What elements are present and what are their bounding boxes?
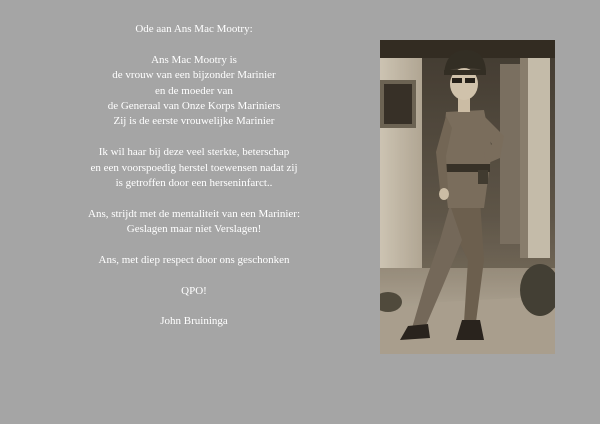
spacer (80, 37, 308, 52)
poem-line: de vrouw van een bijzonder Marinier (112, 69, 276, 82)
poem-line: en een voorspoedig herstel toewensen nadat zij (90, 161, 298, 174)
poem-line: Ans Mac Mootry is (151, 53, 237, 66)
poem-line: is getroffen door een herseninfarct.. (115, 176, 273, 189)
poem-line: Ans, met diep respect door ons geschonken (98, 253, 290, 266)
poem-title: Ode aan Ans Mac Mootry: (135, 23, 253, 35)
sepia-photo-illustration (380, 40, 555, 354)
spacer (80, 268, 308, 283)
poem-text (80, 22, 308, 330)
spacer (80, 130, 308, 145)
spacer (80, 237, 308, 252)
spacer (80, 299, 308, 314)
marine-portrait-photo (380, 40, 555, 354)
poem-line: Zij is de eerste vrouwelijke Marinier (113, 115, 275, 128)
poem-line: Ik wil haar bij deze veel sterkte, beterschap (98, 146, 290, 159)
spacer (80, 191, 308, 206)
poem-line: en de moeder van (155, 84, 233, 97)
poem-line: de Generaal van Onze Korps Mariniers (107, 99, 281, 112)
poem-line: Ans, strijdt met de mentaliteit van een Marinier: (88, 207, 300, 220)
poem-signature: John Bruininga (160, 315, 228, 328)
poem-line: Geslagen maar niet Verslagen! (126, 223, 262, 236)
poem-closing: QPO! (181, 284, 207, 297)
